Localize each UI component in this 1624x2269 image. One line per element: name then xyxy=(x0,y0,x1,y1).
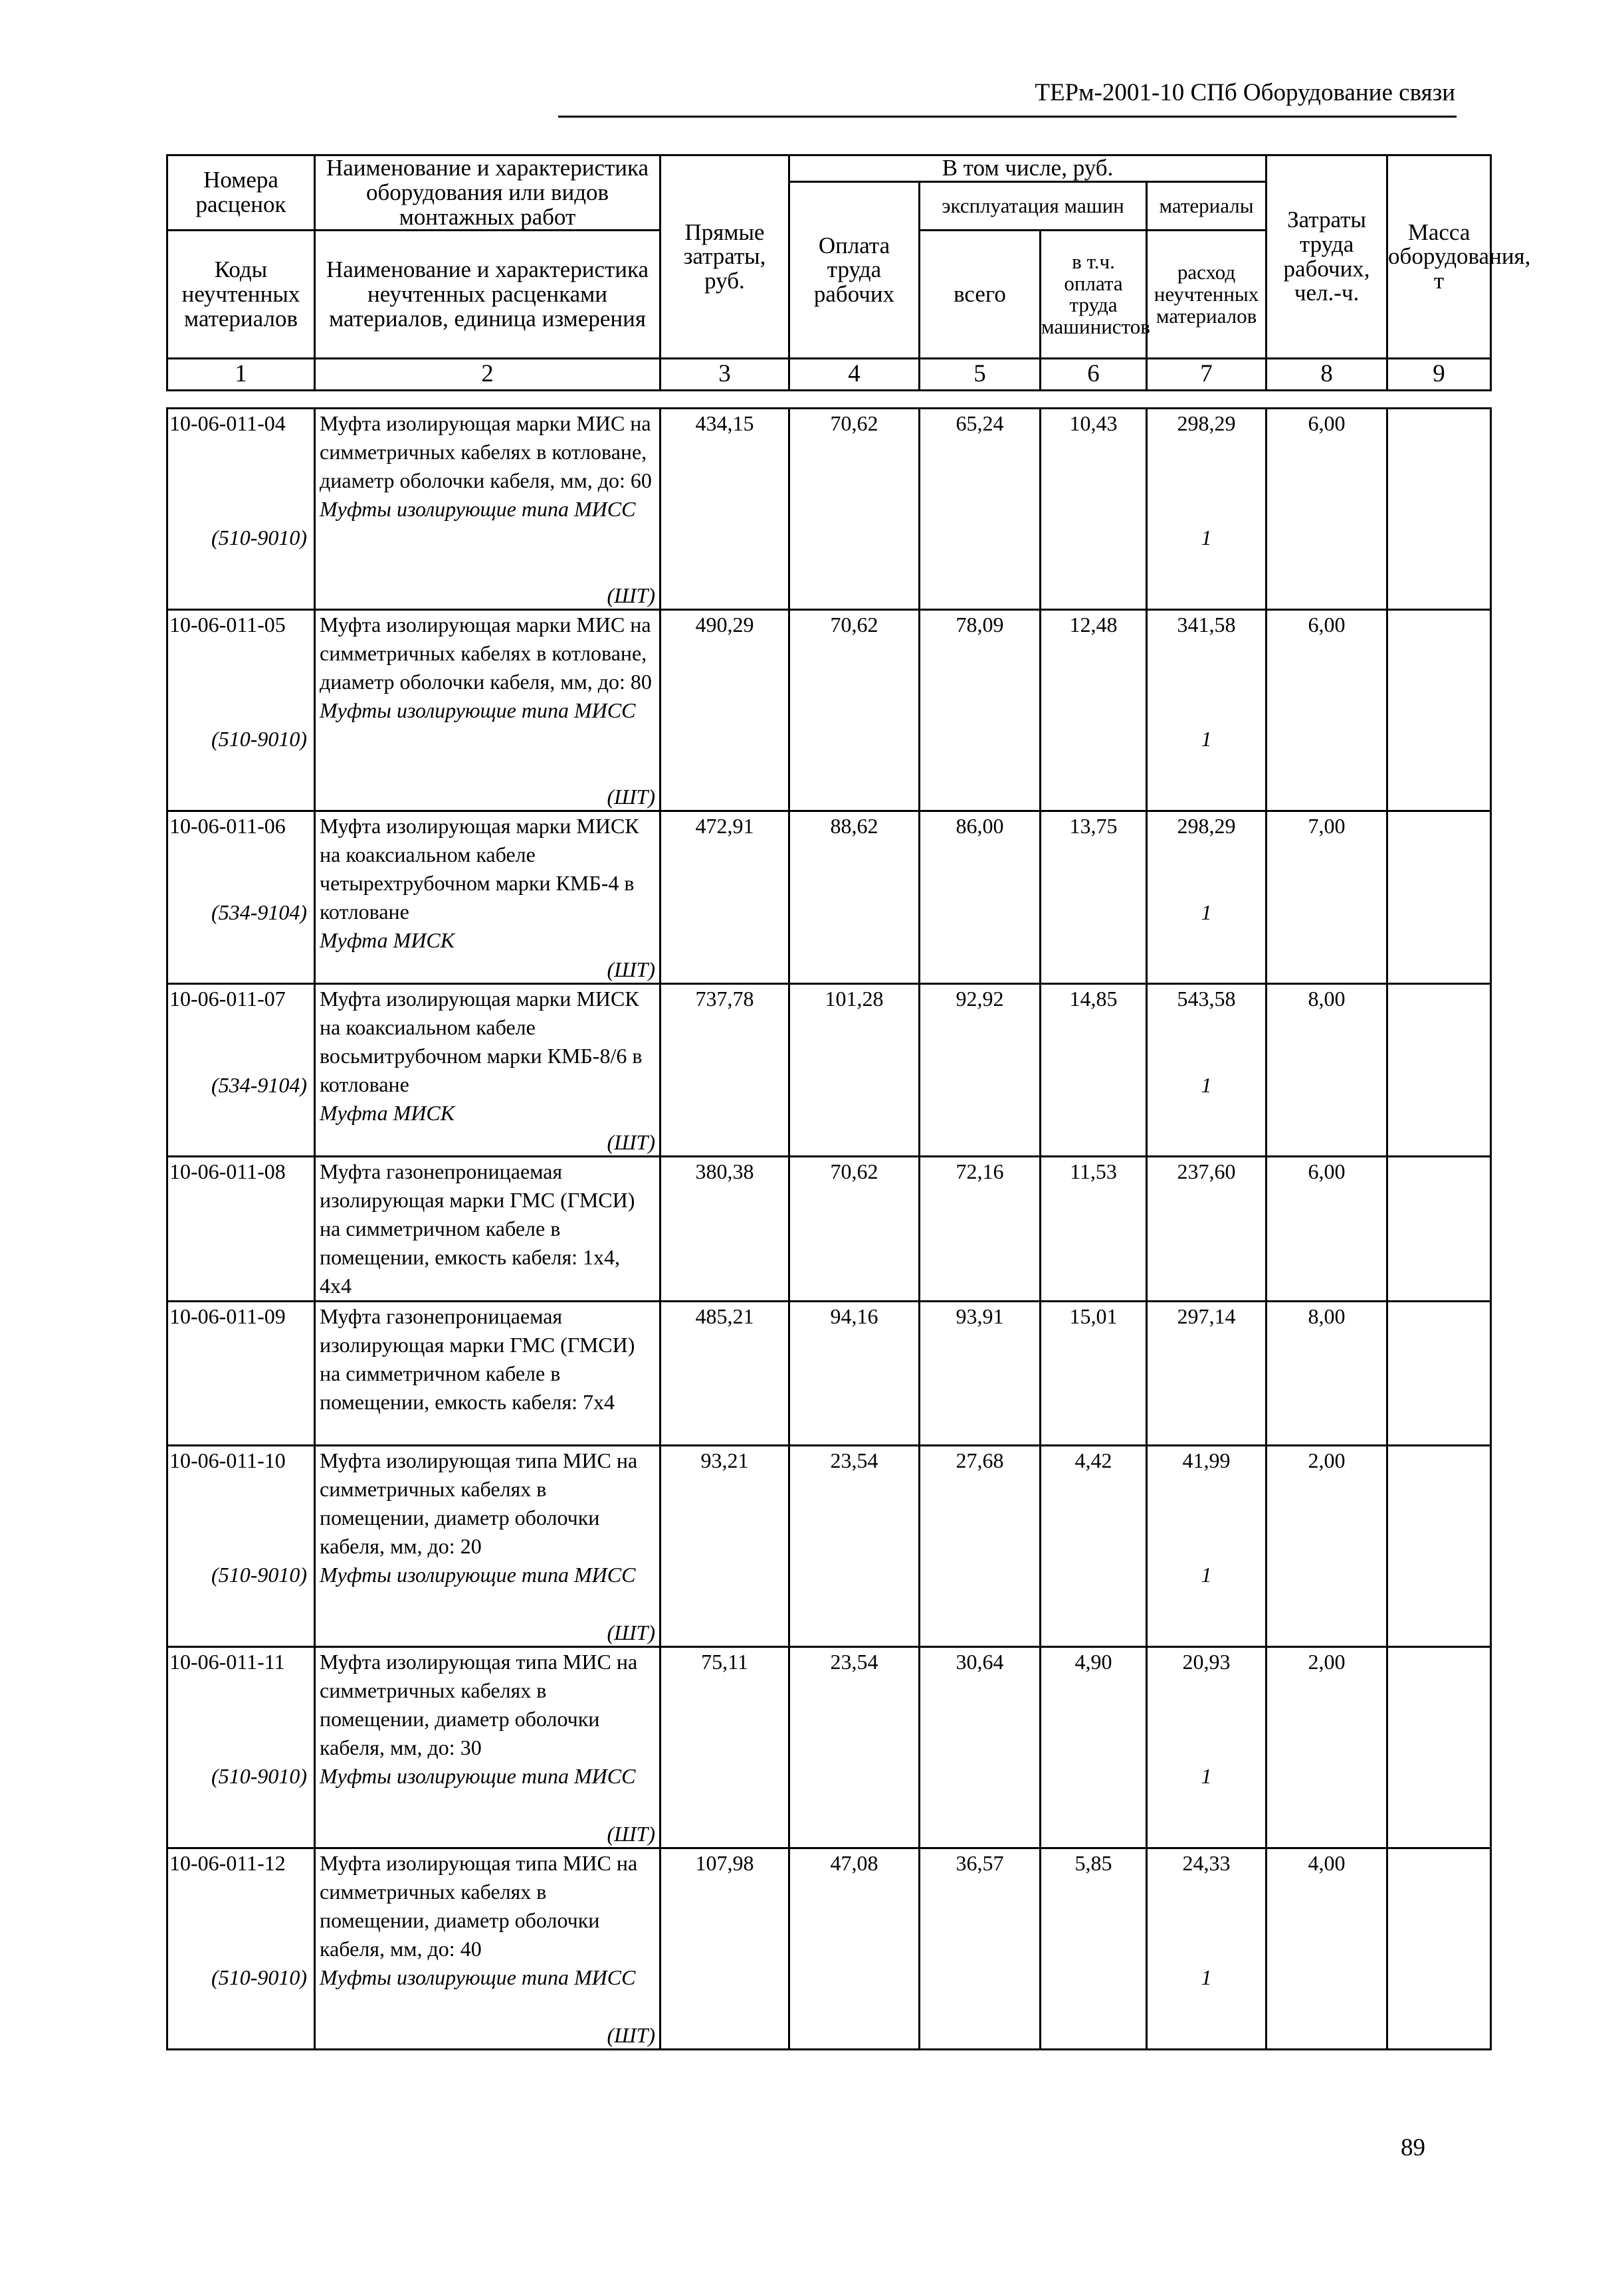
labor-cost-value: 70,62 xyxy=(830,1159,878,1183)
machines-total-cell xyxy=(920,984,1041,1157)
direct-cost-cell xyxy=(660,1647,789,1848)
table-row xyxy=(167,1446,1491,1647)
direct-cost-cell xyxy=(660,1848,789,2050)
mass-cell xyxy=(1387,811,1491,984)
labor-cost-cell xyxy=(789,1446,920,1647)
rate-name-cell xyxy=(315,1446,660,1647)
materials-value: 237,60 xyxy=(1177,1159,1236,1183)
direct-cost-value: 93,21 xyxy=(700,1448,749,1472)
machines-total-cell xyxy=(920,1446,1041,1647)
col3-header: Прямые затраты, руб. xyxy=(660,155,789,359)
rate-name-cell xyxy=(315,1647,660,1848)
labor-hours-value: 8,00 xyxy=(1308,987,1346,1011)
col8-header: Затраты труда рабочих, чел.-ч. xyxy=(1267,155,1387,359)
machines-labor-cell xyxy=(1041,610,1147,811)
rate-name: Муфта газонепроницаемая изолирующая марки ГМС (ГМСИ) на симметричном кабеле в помещении, емкость кабеля: 7х4 xyxy=(320,1304,635,1414)
rate-name: Муфта изолирующая марки МИСК на коаксиальном кабеле четырехтрубочном марки КМБ-4 в котловане xyxy=(320,814,639,924)
rate-name: Муфта изолирующая типа МИС на симметричных кабелях в помещении, диаметр оболочки кабеля, мм, до: 30 xyxy=(320,1650,638,1759)
machines-subheader: эксплуатация машин xyxy=(920,182,1147,231)
rate-code: 10-06-011-07 xyxy=(169,987,286,1011)
group-header: В том числе, руб. xyxy=(789,155,1267,182)
labor-hours-value: 4,00 xyxy=(1308,1851,1346,1875)
rate-code: 10-06-011-06 xyxy=(169,814,286,838)
material-code: (510-9010) xyxy=(211,526,307,549)
material-unit: (ШТ) xyxy=(607,1621,655,1644)
machines-total-value: 92,92 xyxy=(956,987,1004,1011)
rate-code-cell xyxy=(167,811,315,984)
labor-cost-cell xyxy=(789,1647,920,1848)
header-rule xyxy=(558,116,1457,118)
direct-cost-value: 490,29 xyxy=(695,613,754,637)
col6-header xyxy=(1041,231,1150,359)
rate-name-cell xyxy=(315,610,660,811)
machines-total-cell xyxy=(920,811,1041,984)
materials-cell xyxy=(1147,811,1267,984)
labor-cost-cell xyxy=(789,811,920,984)
machines-labor-value: 13,75 xyxy=(1069,814,1118,838)
col6-header-text: в т.ч. оплата труда машинистов xyxy=(1041,250,1150,338)
material-unit: (ШТ) xyxy=(607,583,655,607)
labor-hours-value: 8,00 xyxy=(1308,1304,1346,1328)
machines-labor-value: 11,53 xyxy=(1070,1159,1117,1183)
machines-labor-value: 4,42 xyxy=(1074,1448,1112,1472)
materials-cell xyxy=(1147,1647,1267,1848)
material-name: Муфта МИСК xyxy=(320,928,455,952)
material-code: (510-9010) xyxy=(211,1764,307,1788)
rate-name-cell xyxy=(315,1302,660,1446)
materials-subheader: материалы xyxy=(1147,182,1267,231)
material-name: Муфты изолирующие типа МИСС xyxy=(320,1764,636,1788)
col2-header-top: Наименование и характеристика оборудования или видов монтажных работ xyxy=(315,155,660,231)
machines-total-cell xyxy=(920,1647,1041,1848)
machines-total-cell xyxy=(920,1157,1041,1302)
direct-cost-cell xyxy=(660,811,789,984)
col1-header-top: Номера расценок xyxy=(167,155,315,231)
materials-value: 24,33 xyxy=(1182,1851,1231,1875)
labor-cost-value: 94,16 xyxy=(830,1304,878,1328)
mass-cell xyxy=(1387,984,1491,1157)
machines-labor-value: 12,48 xyxy=(1069,613,1118,637)
direct-cost-cell xyxy=(660,984,789,1157)
mass-cell xyxy=(1387,1302,1491,1446)
mass-cell xyxy=(1387,610,1491,811)
col4-header: Оплата труда рабочих xyxy=(789,182,920,359)
page-number: 89 xyxy=(1401,2134,1425,2161)
machines-labor-cell xyxy=(1041,1848,1147,2050)
material-code: (510-9010) xyxy=(211,1563,307,1587)
machines-total-cell xyxy=(920,1302,1041,1446)
materials-value: 298,29 xyxy=(1177,814,1236,838)
rate-name-cell xyxy=(315,409,660,610)
rate-name-cell xyxy=(315,811,660,984)
labor-cost-value: 70,62 xyxy=(830,411,878,435)
material-name: Муфты изолирующие типа МИСС xyxy=(320,1965,636,1989)
direct-cost-value: 107,98 xyxy=(695,1851,754,1875)
mass-cell xyxy=(1387,1848,1491,2050)
rate-code: 10-06-011-04 xyxy=(169,411,286,435)
machines-labor-value: 10,43 xyxy=(1069,411,1118,435)
machines-total-cell xyxy=(920,409,1041,610)
table-row xyxy=(167,1302,1491,1446)
labor-hours-cell xyxy=(1267,1647,1387,1848)
rate-code: 10-06-011-10 xyxy=(169,1448,286,1472)
machines-labor-cell xyxy=(1041,409,1147,610)
mass-cell xyxy=(1387,409,1491,610)
rate-code: 10-06-011-12 xyxy=(169,1851,286,1875)
rate-name: Муфта изолирующая типа МИС на симметричных кабелях в помещении, диаметр оболочки кабеля, мм, до: 40 xyxy=(320,1851,638,1961)
mass-cell xyxy=(1387,1446,1491,1647)
machines-labor-value: 4,90 xyxy=(1074,1650,1112,1674)
material-name: Муфта МИСК xyxy=(320,1101,455,1125)
materials-cell xyxy=(1147,1446,1267,1647)
direct-cost-value: 380,38 xyxy=(695,1159,754,1183)
rate-code-cell xyxy=(167,1848,315,2050)
rate-code-cell xyxy=(167,409,315,610)
labor-hours-cell xyxy=(1267,610,1387,811)
col-number-4: 4 xyxy=(789,359,920,391)
labor-cost-value: 23,54 xyxy=(830,1448,878,1472)
rate-code-cell xyxy=(167,1302,315,1446)
rate-name-cell xyxy=(315,984,660,1157)
materials-value: 41,99 xyxy=(1182,1448,1231,1472)
machines-total-value: 72,16 xyxy=(956,1159,1004,1183)
material-unit: (ШТ) xyxy=(607,1822,655,1846)
labor-hours-cell xyxy=(1267,811,1387,984)
machines-total-value: 30,64 xyxy=(956,1650,1004,1674)
labor-cost-value: 88,62 xyxy=(830,814,878,838)
rate-code: 10-06-011-11 xyxy=(169,1650,285,1674)
machines-total-value: 86,00 xyxy=(956,814,1004,838)
direct-cost-value: 75,11 xyxy=(701,1650,748,1674)
labor-hours-cell xyxy=(1267,984,1387,1157)
materials-cell xyxy=(1147,984,1267,1157)
rate-code-cell xyxy=(167,1446,315,1647)
page-title: ТЕРм-2001-10 СПб Оборудование связи xyxy=(1035,79,1455,106)
machines-total-value: 78,09 xyxy=(956,613,1004,637)
machines-labor-value: 14,85 xyxy=(1069,987,1118,1011)
rate-code-cell xyxy=(167,1157,315,1302)
col7-header: расход неучтенных материалов xyxy=(1147,231,1267,359)
col1-header-bottom: Коды неучтенных материалов xyxy=(167,231,315,359)
table-row xyxy=(167,610,1491,811)
material-qty: 1 xyxy=(1201,1563,1212,1587)
machines-total-value: 27,68 xyxy=(956,1448,1004,1472)
direct-cost-value: 472,91 xyxy=(695,814,754,838)
material-qty: 1 xyxy=(1201,1073,1212,1097)
materials-cell xyxy=(1147,1302,1267,1446)
material-code: (534-9104) xyxy=(211,1073,307,1097)
rate-name-cell xyxy=(315,1157,660,1302)
material-name: Муфты изолирующие типа МИСС xyxy=(320,1563,636,1587)
material-unit: (ШТ) xyxy=(607,957,655,981)
direct-cost-cell xyxy=(660,409,789,610)
mass-cell xyxy=(1387,1157,1491,1302)
direct-cost-value: 485,21 xyxy=(695,1304,754,1328)
labor-cost-cell xyxy=(789,1848,920,2050)
direct-cost-cell xyxy=(660,610,789,811)
machines-labor-cell xyxy=(1041,1157,1147,1302)
rate-code: 10-06-011-09 xyxy=(169,1304,286,1328)
rate-code: 10-06-011-08 xyxy=(169,1159,286,1183)
materials-value: 543,58 xyxy=(1177,987,1236,1011)
material-name: Муфты изолирующие типа МИСС xyxy=(320,698,636,722)
rate-code-cell xyxy=(167,984,315,1157)
labor-hours-cell xyxy=(1267,1157,1387,1302)
table-row xyxy=(167,1647,1491,1848)
materials-cell xyxy=(1147,1157,1267,1302)
rate-name: Муфта изолирующая марки МИСК на коаксиальном кабеле восьмитрубочном марки КМБ-8/6 в котловане xyxy=(320,987,643,1096)
col-number-6: 6 xyxy=(1041,359,1147,391)
rate-code-cell xyxy=(167,1647,315,1848)
materials-value: 297,14 xyxy=(1177,1304,1236,1328)
direct-cost-cell xyxy=(660,1157,789,1302)
labor-hours-value: 2,00 xyxy=(1308,1448,1346,1472)
material-code: (510-9010) xyxy=(211,1965,307,1989)
machines-total-cell xyxy=(920,1848,1041,2050)
machines-total-cell xyxy=(920,610,1041,811)
rate-name: Муфта изолирующая типа МИС на симметричных кабелях в помещении, диаметр оболочки кабеля, мм, до: 20 xyxy=(320,1448,638,1558)
rate-code-cell xyxy=(167,610,315,811)
machines-labor-cell xyxy=(1041,1302,1147,1446)
direct-cost-cell xyxy=(660,1446,789,1647)
labor-cost-cell xyxy=(789,984,920,1157)
material-qty: 1 xyxy=(1201,1965,1212,1989)
material-unit: (ШТ) xyxy=(607,1130,655,1154)
material-code: (510-9010) xyxy=(211,727,307,751)
labor-hours-value: 6,00 xyxy=(1308,1159,1346,1183)
rate-code: 10-06-011-05 xyxy=(169,613,286,637)
labor-cost-value: 47,08 xyxy=(830,1851,878,1875)
material-name: Муфты изолирующие типа МИСС xyxy=(320,497,636,521)
rates-table xyxy=(166,407,1492,2050)
material-unit: (ШТ) xyxy=(607,785,655,809)
machines-labor-value: 5,85 xyxy=(1074,1851,1112,1875)
table-row xyxy=(167,409,1491,610)
machines-total-value: 36,57 xyxy=(956,1851,1004,1875)
labor-cost-value: 23,54 xyxy=(830,1650,878,1674)
mass-cell xyxy=(1387,1647,1491,1848)
materials-cell xyxy=(1147,1848,1267,2050)
labor-cost-cell xyxy=(789,1302,920,1446)
rate-name: Муфта изолирующая марки МИС на симметричных кабелях в котловане, диаметр оболочки кабеля, мм, до: 80 xyxy=(320,613,652,694)
col-number-5: 5 xyxy=(920,359,1041,391)
materials-cell xyxy=(1147,409,1267,610)
column-header-table xyxy=(166,154,1531,391)
machines-labor-value: 15,01 xyxy=(1069,1304,1118,1328)
table-row xyxy=(167,1848,1491,2050)
col-number-8: 8 xyxy=(1267,359,1387,391)
material-code: (534-9104) xyxy=(211,900,307,924)
labor-hours-cell xyxy=(1267,1446,1387,1647)
labor-hours-value: 7,00 xyxy=(1308,814,1346,838)
labor-hours-value: 6,00 xyxy=(1308,613,1346,637)
labor-hours-value: 6,00 xyxy=(1308,411,1346,435)
labor-hours-cell xyxy=(1267,1302,1387,1446)
rate-name-cell xyxy=(315,1848,660,2050)
col9-header: Масса оборудования, т xyxy=(1387,155,1491,359)
rate-name: Муфта изолирующая марки МИС на симметричных кабелях в котловане, диаметр оболочки кабеля, мм, до: 60 xyxy=(320,411,652,492)
labor-cost-cell xyxy=(789,610,920,811)
machines-labor-cell xyxy=(1041,984,1147,1157)
labor-hours-value: 2,00 xyxy=(1308,1650,1346,1674)
materials-value: 298,29 xyxy=(1177,411,1236,435)
labor-cost-value: 101,28 xyxy=(825,987,884,1011)
col-number-2: 2 xyxy=(315,359,660,391)
col-number-3: 3 xyxy=(660,359,789,391)
materials-value: 20,93 xyxy=(1182,1650,1231,1674)
material-qty: 1 xyxy=(1201,1764,1212,1788)
labor-cost-value: 70,62 xyxy=(830,613,878,637)
direct-cost-value: 434,15 xyxy=(695,411,754,435)
machines-labor-cell xyxy=(1041,1446,1147,1647)
direct-cost-value: 737,78 xyxy=(695,987,754,1011)
col-number-9: 9 xyxy=(1387,359,1491,391)
col2-header-bottom: Наименование и характеристика неучтенных расценками материалов, единица измерения xyxy=(315,231,660,359)
materials-value: 341,58 xyxy=(1177,613,1236,637)
labor-hours-cell xyxy=(1267,409,1387,610)
table-row xyxy=(167,1157,1491,1302)
direct-cost-cell xyxy=(660,1302,789,1446)
machines-total-value: 65,24 xyxy=(956,411,1004,435)
labor-cost-cell xyxy=(789,409,920,610)
rate-name: Муфта газонепроницаемая изолирующая марки ГМС (ГМСИ) на симметричном кабеле в помещении, емкость кабеля: 1х4, 4х4 xyxy=(320,1159,635,1298)
table-row xyxy=(167,811,1491,984)
material-qty: 1 xyxy=(1201,727,1212,751)
rates-table-body xyxy=(167,409,1491,2050)
material-qty: 1 xyxy=(1201,526,1212,549)
machines-labor-cell xyxy=(1041,1647,1147,1848)
machines-total-value: 93,91 xyxy=(956,1304,1004,1328)
table-row xyxy=(167,984,1491,1157)
materials-cell xyxy=(1147,610,1267,811)
material-unit: (ШТ) xyxy=(607,2023,655,2047)
labor-cost-cell xyxy=(789,1157,920,1302)
material-qty: 1 xyxy=(1201,900,1212,924)
col-number-1: 1 xyxy=(167,359,315,391)
machines-labor-cell xyxy=(1041,811,1147,984)
col5-header: всего xyxy=(920,231,1041,359)
labor-hours-cell xyxy=(1267,1848,1387,2050)
col-number-7: 7 xyxy=(1147,359,1267,391)
